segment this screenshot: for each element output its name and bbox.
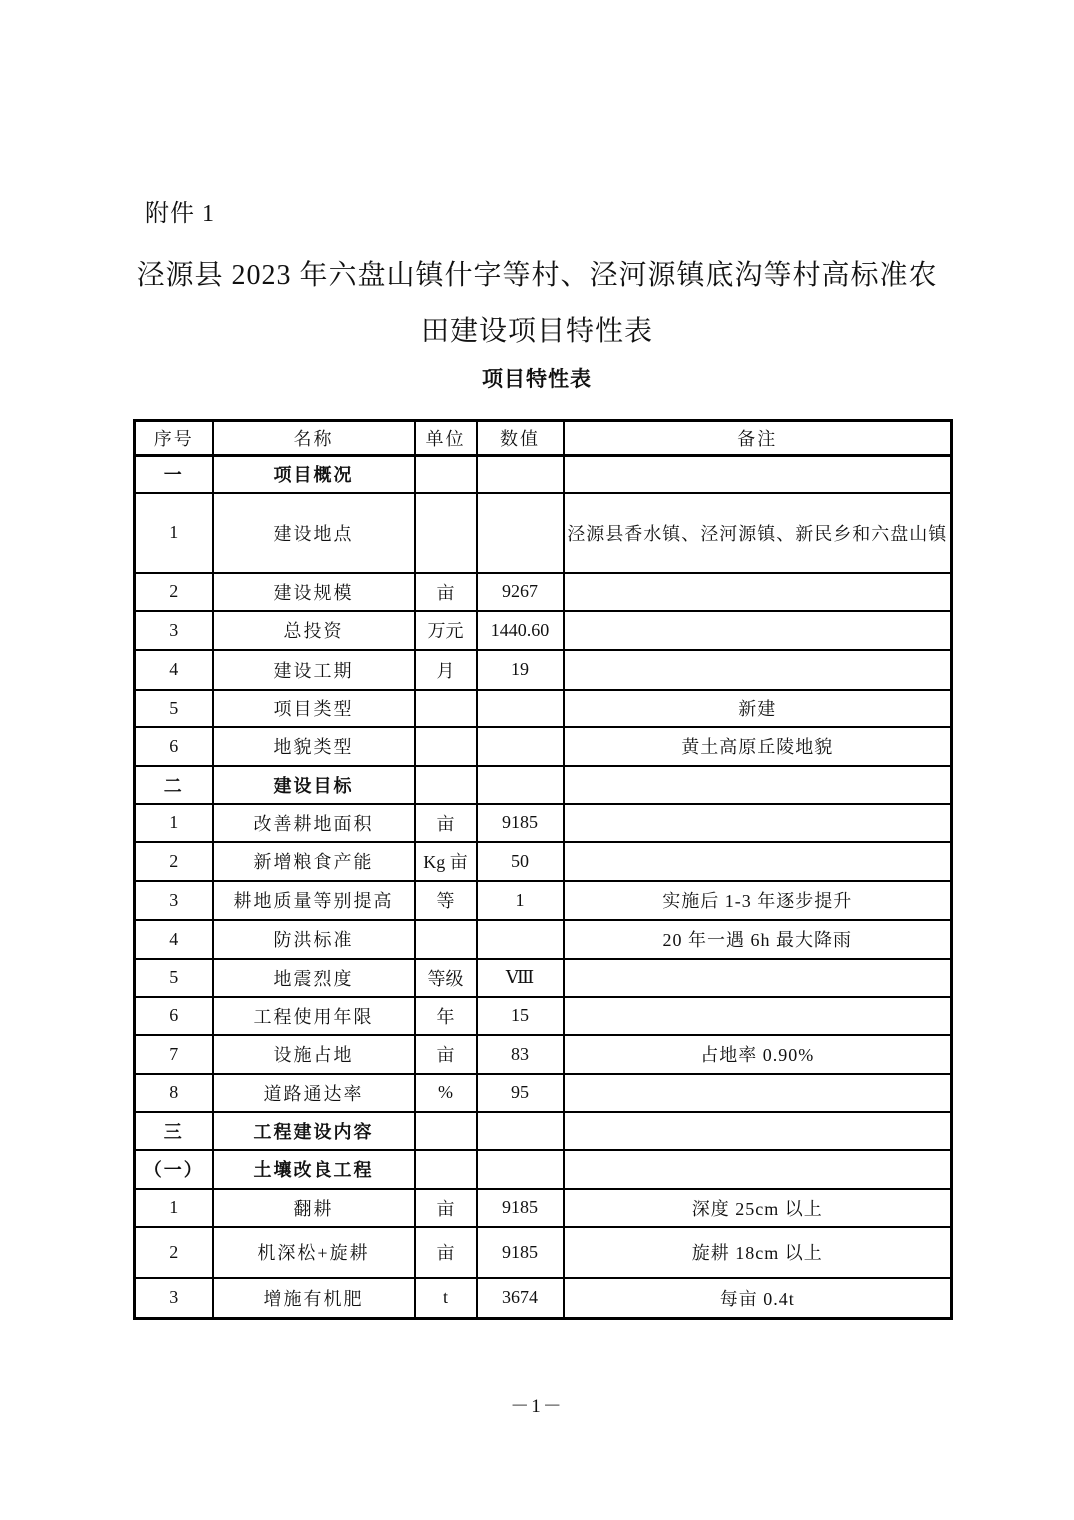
table-row [135, 1189, 952, 1227]
cell-no: 1 [135, 804, 213, 842]
cell-value [477, 690, 564, 727]
cell-remark [564, 573, 952, 611]
cell-value [477, 1150, 564, 1189]
table-row [135, 766, 952, 804]
table-row [135, 727, 952, 766]
cell-unit [415, 690, 477, 727]
cell-value: 9185 [477, 1227, 564, 1278]
cell-name: 耕地质量等别提高 [213, 881, 415, 920]
cell-no: 3 [135, 881, 213, 920]
cell-no: 三 [135, 1112, 213, 1150]
table-header [135, 421, 952, 456]
cell-remark: 旋耕 18cm 以上 [564, 1227, 952, 1278]
cell-value: 19 [477, 650, 564, 690]
cell-unit: % [415, 1074, 477, 1112]
cell-no: 1 [135, 1189, 213, 1227]
cell-unit: 亩 [415, 1189, 477, 1227]
cell-name: 项目概况 [213, 456, 415, 493]
cell-value [477, 1112, 564, 1150]
cell-remark [564, 766, 952, 804]
cell-name: 设施占地 [213, 1035, 415, 1074]
cell-unit: 月 [415, 650, 477, 690]
cell-no: 6 [135, 997, 213, 1035]
cell-remark [564, 842, 952, 881]
cell-value: 9185 [477, 804, 564, 842]
cell-unit: 年 [415, 997, 477, 1035]
header-no: 序号 [135, 421, 213, 456]
table-row [135, 493, 952, 573]
cell-no: 8 [135, 1074, 213, 1112]
cell-no: （一） [135, 1150, 213, 1189]
cell-name: 改善耕地面积 [213, 804, 415, 842]
table-row [135, 1035, 952, 1074]
cell-no: 2 [135, 842, 213, 881]
cell-remark: 黄土高原丘陵地貌 [564, 727, 952, 766]
cell-unit: t [415, 1278, 477, 1319]
cell-unit: 亩 [415, 1035, 477, 1074]
cell-remark: 新建 [564, 690, 952, 727]
page-number: －1－ [510, 1396, 564, 1417]
cell-value [477, 920, 564, 959]
cell-no: 一 [135, 456, 213, 493]
cell-remark: 深度 25cm 以上 [564, 1189, 952, 1227]
cell-remark: 每亩 0.4t [564, 1278, 952, 1319]
cell-value: 83 [477, 1035, 564, 1074]
cell-value: 50 [477, 842, 564, 881]
cell-unit: 亩 [415, 804, 477, 842]
cell-value: 1440.60 [477, 611, 564, 650]
cell-value [477, 727, 564, 766]
cell-name: 土壤改良工程 [213, 1150, 415, 1189]
cell-value: 3674 [477, 1278, 564, 1319]
table-row [135, 573, 952, 611]
cell-unit: Kg 亩 [415, 842, 477, 881]
cell-unit [415, 456, 477, 493]
cell-no: 5 [135, 690, 213, 727]
cell-remark [564, 650, 952, 690]
cell-remark [564, 1074, 952, 1112]
cell-name: 工程建设内容 [213, 1112, 415, 1150]
cell-name: 地震烈度 [213, 959, 415, 997]
cell-no: 6 [135, 727, 213, 766]
cell-unit [415, 493, 477, 573]
cell-remark [564, 804, 952, 842]
cell-name: 建设工期 [213, 650, 415, 690]
table-row [135, 611, 952, 650]
cell-unit [415, 727, 477, 766]
cell-value [477, 766, 564, 804]
cell-name: 建设目标 [213, 766, 415, 804]
cell-unit: 万元 [415, 611, 477, 650]
cell-name: 工程使用年限 [213, 997, 415, 1035]
cell-remark: 占地率 0.90% [564, 1035, 952, 1074]
table-row [135, 1074, 952, 1112]
cell-name: 新增粮食产能 [213, 842, 415, 881]
cell-unit [415, 766, 477, 804]
cell-remark [564, 1112, 952, 1150]
cell-name: 建设规模 [213, 573, 415, 611]
cell-value [477, 456, 564, 493]
cell-remark: 泾源县香水镇、泾河源镇、新民乡和六盘山镇 [564, 493, 952, 573]
cell-no: 1 [135, 493, 213, 573]
cell-unit: 等 [415, 881, 477, 920]
cell-value: 9267 [477, 573, 564, 611]
cell-name: 地貌类型 [213, 727, 415, 766]
cell-no: 5 [135, 959, 213, 997]
cell-value: 15 [477, 997, 564, 1035]
cell-remark [564, 1150, 952, 1189]
cell-name: 建设地点 [213, 493, 415, 573]
table-row [135, 650, 952, 690]
cell-no: 2 [135, 1227, 213, 1278]
table-row [135, 997, 952, 1035]
table-row [135, 804, 952, 842]
cell-no: 3 [135, 1278, 213, 1319]
cell-no: 2 [135, 573, 213, 611]
cell-no: 7 [135, 1035, 213, 1074]
cell-no: 4 [135, 920, 213, 959]
cell-unit [415, 1112, 477, 1150]
table-row [135, 1227, 952, 1278]
cell-unit: 亩 [415, 1227, 477, 1278]
cell-name: 总投资 [213, 611, 415, 650]
table-row [135, 920, 952, 959]
header-value: 数值 [477, 421, 564, 456]
cell-unit [415, 920, 477, 959]
header-name: 名称 [213, 421, 415, 456]
cell-remark [564, 959, 952, 997]
cell-value: 95 [477, 1074, 564, 1112]
table-caption: 项目特性表 [482, 368, 592, 391]
table-row [135, 1278, 952, 1319]
cell-name: 翻耕 [213, 1189, 415, 1227]
cell-remark [564, 997, 952, 1035]
table-body [135, 456, 952, 1319]
cell-no: 4 [135, 650, 213, 690]
table-row [135, 881, 952, 920]
cell-remark [564, 611, 952, 650]
cell-unit: 等级 [415, 959, 477, 997]
table-row [135, 1112, 952, 1150]
cell-no: 二 [135, 766, 213, 804]
cell-unit: 亩 [415, 573, 477, 611]
table-row [135, 959, 952, 997]
project-feature-table [133, 419, 953, 1320]
cell-name: 增施有机肥 [213, 1278, 415, 1319]
cell-unit [415, 1150, 477, 1189]
cell-value: 1 [477, 881, 564, 920]
cell-name: 防洪标准 [213, 920, 415, 959]
cell-name: 项目类型 [213, 690, 415, 727]
cell-name: 机深松+旋耕 [213, 1227, 415, 1278]
cell-remark: 20 年一遇 6h 最大降雨 [564, 920, 952, 959]
cell-name: 道路通达率 [213, 1074, 415, 1112]
header-unit: 单位 [415, 421, 477, 456]
header-remark: 备注 [564, 421, 952, 456]
table-row [135, 842, 952, 881]
table-header-row [135, 421, 952, 456]
cell-value: Ⅷ [477, 959, 564, 997]
table-row [135, 456, 952, 493]
table-row [135, 690, 952, 727]
attachment-label: 附件 1 [145, 201, 215, 227]
document-title: 泾源县 2023 年六盘山镇什字等村、泾河源镇底沟等村高标准农田建设项目特性表 [136, 260, 938, 347]
cell-value [477, 493, 564, 573]
cell-remark: 实施后 1-3 年逐步提升 [564, 881, 952, 920]
cell-value: 9185 [477, 1189, 564, 1227]
table-row [135, 1150, 952, 1189]
cell-remark [564, 456, 952, 493]
cell-no: 3 [135, 611, 213, 650]
